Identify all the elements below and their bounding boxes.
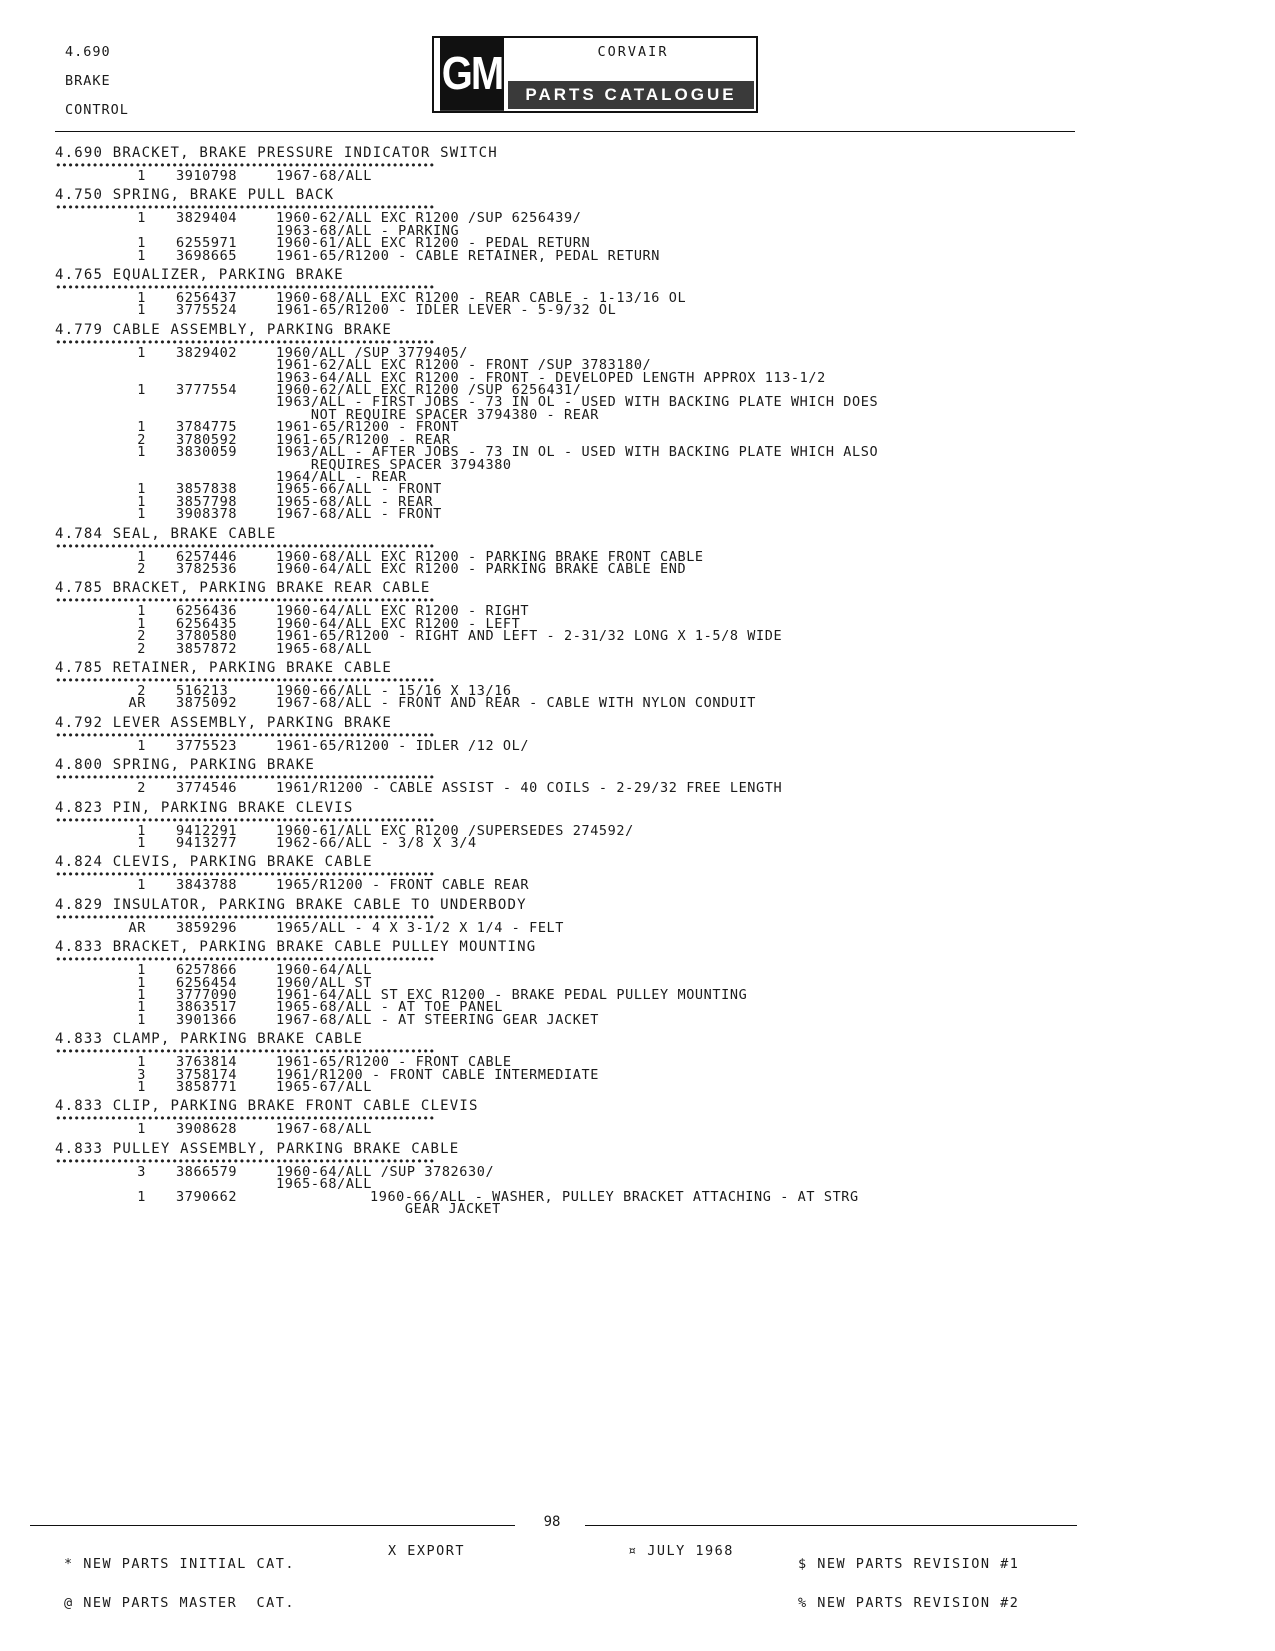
description: GEAR JACKET bbox=[370, 1201, 501, 1218]
description: 1967-68/ALL - FRONT bbox=[276, 506, 442, 523]
description: 1965-68/ALL - AT TOE PANEL bbox=[276, 999, 503, 1016]
legend-export: X EXPORT bbox=[388, 1543, 466, 1559]
description: 1960-64/ALL EXC R1200 - LEFT bbox=[276, 615, 521, 632]
description: 1960/ALL /SUP 3779405/ bbox=[276, 344, 469, 361]
description: 1961-65/R1200 - FRONT CABLE bbox=[276, 1054, 512, 1071]
part-number: 516213 bbox=[176, 682, 229, 699]
part-number: 6256436 bbox=[176, 603, 238, 620]
footer-rule-right bbox=[585, 1525, 1077, 1526]
quantity: AR bbox=[128, 695, 146, 712]
group-line-2: CONTROL bbox=[65, 102, 129, 118]
part-number: 3857798 bbox=[176, 493, 238, 510]
quantity: 2 bbox=[137, 640, 146, 657]
description: 1960-64/ALL EXC R1200 - PARKING BRAKE CABLE END bbox=[276, 560, 687, 577]
description: 1965-68/ALL bbox=[276, 1176, 373, 1193]
page-header-left bbox=[65, 38, 129, 125]
parts-section bbox=[55, 321, 1195, 521]
description: 1967-68/ALL bbox=[276, 168, 373, 184]
quantity bbox=[55, 1203, 150, 1215]
leader-dots: •••••••••••••••••••••••••••••••••••••••••••••••••••••••••••••• bbox=[55, 201, 435, 215]
parts-section bbox=[55, 938, 1195, 1026]
quantity: 1 bbox=[137, 1054, 146, 1071]
catalogue-date: ¤ JULY 1968 bbox=[628, 1543, 734, 1559]
part-row bbox=[55, 837, 1195, 849]
section-title: 4.765 EQUALIZER, PARKING BRAKE bbox=[55, 267, 344, 284]
part-number: 3908378 bbox=[176, 506, 238, 523]
legend-right bbox=[798, 1532, 1019, 1623]
part-row bbox=[55, 1011, 1195, 1028]
part-number: 3857838 bbox=[176, 481, 238, 498]
quantity: 1 bbox=[137, 210, 146, 227]
description: 1960-61/ALL EXC R1200 /SUPERSEDES 274592/ bbox=[276, 822, 634, 839]
leader-dots: •••••••••••••••••••••••••••••••••••••••••••••••••••••••••••••• bbox=[55, 910, 435, 924]
description: 1960-64/ALL EXC R1200 - RIGHT bbox=[276, 603, 530, 620]
description: 1967-68/ALL bbox=[276, 1121, 373, 1138]
parts-section bbox=[55, 659, 1195, 710]
part-row bbox=[55, 780, 1195, 797]
part-number: 3758174 bbox=[176, 1066, 238, 1083]
quantity: 1 bbox=[137, 877, 146, 894]
part-number: 3829404 bbox=[176, 210, 238, 227]
parts-section bbox=[55, 266, 1195, 317]
part-row bbox=[55, 302, 1195, 319]
quantity: 1 bbox=[137, 481, 146, 498]
description: 1960-62/ALL EXC R1200 /SUP 6256439/ bbox=[276, 210, 582, 227]
leader-dots: •••••••••••••••••••••••••••••••••••••••••••••••••••••••••••••• bbox=[55, 673, 435, 687]
section-title: 4.824 CLEVIS, PARKING BRAKE CABLE bbox=[55, 854, 373, 871]
part-row bbox=[55, 506, 1195, 523]
quantity: 1 bbox=[137, 962, 146, 979]
part-number: 3780580 bbox=[176, 628, 238, 645]
part-number bbox=[150, 359, 270, 371]
description: 1960-68/ALL EXC R1200 - PARKING BRAKE FRONT CABLE bbox=[276, 548, 704, 565]
part-number bbox=[150, 459, 270, 471]
description: REQUIRES SPACER 3794380 bbox=[276, 456, 512, 473]
part-row bbox=[55, 210, 1195, 227]
quantity: 2 bbox=[137, 560, 146, 577]
description: 1961/R1200 - CABLE ASSIST - 40 COILS - 2-29/32 FREE LENGTH bbox=[276, 780, 783, 797]
description: 1963/ALL - FIRST JOBS - 73 IN OL - USED WITH BACKING PLATE WHICH DOES bbox=[276, 394, 879, 411]
description: 1961-65/R1200 - RIGHT AND LEFT - 2-31/32 LONG X 1-5/8 WIDE bbox=[276, 628, 783, 645]
section-title: 4.833 CLIP, PARKING BRAKE FRONT CABLE CLEVIS bbox=[55, 1098, 479, 1115]
quantity: 2 bbox=[137, 780, 146, 797]
quantity: 1 bbox=[137, 506, 146, 523]
description: 1967-68/ALL - AT STEERING GEAR JACKET bbox=[276, 1011, 599, 1028]
parts-section bbox=[55, 144, 1195, 182]
part-row bbox=[55, 1201, 1195, 1218]
quantity: 1 bbox=[137, 444, 146, 461]
part-number: 3863517 bbox=[176, 999, 238, 1016]
parts-section bbox=[55, 756, 1195, 797]
part-number: 3858771 bbox=[176, 1079, 238, 1096]
parts-section bbox=[55, 186, 1195, 262]
quantity: 1 bbox=[137, 290, 146, 307]
part-row bbox=[55, 695, 1195, 712]
part-number: 6256435 bbox=[176, 615, 238, 632]
part-row bbox=[55, 247, 1195, 264]
quantity: 1 bbox=[137, 1011, 146, 1028]
part-row bbox=[55, 737, 1195, 754]
leader-dots: •••••••••••••••••••••••••••••••••••••••••••••••••••••••••••••• bbox=[55, 159, 435, 172]
part-number: 3775524 bbox=[176, 302, 238, 319]
quantity: 1 bbox=[137, 737, 146, 754]
quantity: 3 bbox=[137, 1163, 146, 1180]
description: 1960-64/ALL /SUP 3782630/ bbox=[276, 1163, 495, 1180]
leader-dots: •••••••••••••••••••••••••••••••••••••••••••••••••••••••••••••• bbox=[55, 281, 435, 295]
part-number: 9412291 bbox=[176, 822, 238, 839]
quantity bbox=[55, 1178, 150, 1190]
quantity bbox=[55, 396, 150, 408]
quantity: 1 bbox=[137, 247, 146, 264]
quantity: 1 bbox=[137, 548, 146, 565]
parts-section bbox=[55, 799, 1195, 850]
description: 1964/ALL - REAR bbox=[276, 468, 407, 485]
quantity: 1 bbox=[137, 493, 146, 510]
description: 1960-66/ALL - 15/16 X 13/16 bbox=[276, 682, 512, 699]
description: 1961-65/R1200 - IDLER LEVER - 5-9/32 OL bbox=[276, 302, 617, 319]
description: 1965-67/ALL bbox=[276, 1079, 373, 1096]
part-number: 3775523 bbox=[176, 737, 238, 754]
quantity: 1 bbox=[137, 419, 146, 436]
quantity bbox=[55, 372, 150, 384]
description: 1960-61/ALL EXC R1200 - PEDAL RETURN bbox=[276, 235, 591, 252]
section-title: 4.833 PULLEY ASSEMBLY, PARKING BRAKE CABLE bbox=[55, 1140, 460, 1157]
description: 1967-68/ALL - FRONT AND REAR - CABLE WITH NYLON CONDUIT bbox=[276, 695, 757, 712]
catalogue-logo bbox=[432, 36, 758, 113]
section-title: 4.833 BRACKET, PARKING BRAKE CABLE PULLEY MOUNTING bbox=[55, 939, 537, 956]
part-number: 3908628 bbox=[176, 1121, 238, 1138]
description: 1961/R1200 - FRONT CABLE INTERMEDIATE bbox=[276, 1066, 599, 1083]
legend-master: @ NEW PARTS MASTER CAT. bbox=[64, 1595, 296, 1611]
description: 1965-68/ALL bbox=[276, 640, 373, 657]
model-name: CORVAIR bbox=[597, 44, 669, 60]
legend-initial: * NEW PARTS INITIAL CAT. bbox=[64, 1556, 296, 1572]
description: 1961-62/ALL EXC R1200 - FRONT /SUP 3783180/ bbox=[276, 357, 652, 374]
section-title: 4.800 SPRING, PARKING BRAKE bbox=[55, 757, 315, 774]
part-row bbox=[55, 444, 1195, 461]
quantity: 1 bbox=[137, 344, 146, 361]
quantity: 1 bbox=[137, 974, 146, 991]
description: 1961-65/R1200 - IDLER /12 OL/ bbox=[276, 737, 530, 754]
part-number: 6256437 bbox=[176, 290, 238, 307]
description: 1960-64/ALL bbox=[276, 962, 373, 979]
section-title: 4.779 CABLE ASSEMBLY, PARKING BRAKE bbox=[55, 321, 393, 338]
leader-dots: •••••••••••••••••••••••••••••••••••••••••••••••••••••••••••••• bbox=[55, 1045, 435, 1059]
parts-section bbox=[55, 714, 1195, 752]
quantity: 1 bbox=[137, 987, 146, 1004]
section-title: 4.823 PIN, PARKING BRAKE CLEVIS bbox=[55, 799, 354, 816]
quantity: 1 bbox=[137, 822, 146, 839]
description: 1963-68/ALL - PARKING bbox=[276, 222, 460, 239]
parts-section bbox=[55, 525, 1195, 576]
description: 1960-66/ALL - WASHER, PULLEY BRACKET ATTACHING - AT STRG bbox=[370, 1188, 859, 1205]
part-row bbox=[55, 640, 1195, 657]
leader-dots: •••••••••••••••••••••••••••••••••••••••••••••••••••••••••••••• bbox=[55, 813, 435, 827]
part-number: 3763814 bbox=[176, 1054, 238, 1071]
quantity bbox=[55, 459, 150, 471]
part-row bbox=[55, 1163, 1195, 1180]
leader-dots: •••••••••••••••••••••••••••••••••••••••••••••••••••••••••••••• bbox=[55, 1112, 435, 1126]
part-number: 3829402 bbox=[176, 344, 238, 361]
quantity: 1 bbox=[137, 1188, 146, 1205]
description: 1963-64/ALL EXC R1200 - FRONT - DEVELOPED LENGTH APPROX 113-1/2 bbox=[276, 369, 826, 386]
footer-rule-left bbox=[30, 1525, 515, 1526]
quantity: 1 bbox=[137, 1121, 146, 1138]
catalogue-title: PARTS CATALOGUE bbox=[508, 81, 754, 109]
parts-list bbox=[55, 140, 1195, 1216]
section-title: 4.792 LEVER ASSEMBLY, PARKING BRAKE bbox=[55, 714, 393, 731]
part-number: 3777090 bbox=[176, 987, 238, 1004]
part-number: 6257866 bbox=[176, 962, 238, 979]
leader-dots: •••••••••••••••••••••••••••••••••••••••••••••••••••••••••••••• bbox=[55, 868, 435, 882]
quantity: 1 bbox=[137, 615, 146, 632]
section-title: 4.829 INSULATOR, PARKING BRAKE CABLE TO UNDERBODY bbox=[55, 896, 527, 913]
part-number: 3782536 bbox=[176, 560, 238, 577]
quantity: 2 bbox=[137, 682, 146, 699]
quantity: 1 bbox=[137, 235, 146, 252]
part-number: 3777554 bbox=[176, 382, 238, 399]
quantity: 1 bbox=[137, 835, 146, 851]
part-number: 3910798 bbox=[176, 168, 238, 184]
part-number: 6257446 bbox=[176, 548, 238, 565]
quantity: 1 bbox=[137, 382, 146, 399]
leader-dots: •••••••••••••••••••••••••••••••••••••••••••••••••••••••••••••• bbox=[55, 771, 435, 785]
quantity: 2 bbox=[137, 628, 146, 645]
part-number: 3780592 bbox=[176, 431, 238, 448]
part-number: 3901366 bbox=[176, 1011, 238, 1028]
part-number: 3843788 bbox=[176, 877, 238, 894]
part-number: 3875092 bbox=[176, 695, 238, 712]
quantity: 3 bbox=[137, 1066, 146, 1083]
quantity bbox=[55, 471, 150, 483]
quantity bbox=[55, 409, 150, 421]
part-row bbox=[55, 394, 1195, 411]
description: 1960-68/ALL EXC R1200 - REAR CABLE - 1-13/16 OL bbox=[276, 290, 687, 307]
leader-dots: •••••••••••••••••••••••••••••••••••••••••••••••••••••••••••••• bbox=[55, 335, 435, 349]
leader-dots: •••••••••••••••••••••••••••••••••••••••••••••••••••••••••••••• bbox=[55, 1154, 435, 1168]
part-row bbox=[55, 1188, 1195, 1205]
part-number: 3830059 bbox=[176, 444, 238, 461]
legend-revision-2: % NEW PARTS REVISION #2 bbox=[798, 1595, 1020, 1611]
part-row bbox=[55, 456, 1195, 473]
part-number: 3784775 bbox=[176, 419, 238, 436]
quantity: 1 bbox=[137, 603, 146, 620]
parts-section bbox=[55, 1030, 1195, 1096]
page-number: 98 bbox=[543, 1514, 561, 1530]
part-number bbox=[150, 1203, 270, 1215]
part-row bbox=[55, 560, 1195, 577]
part-row bbox=[55, 877, 1195, 894]
description: 1962-66/ALL - 3/8 X 3/4 bbox=[276, 835, 477, 851]
parts-section bbox=[55, 896, 1195, 934]
description: 1965/R1200 - FRONT CABLE REAR bbox=[276, 877, 530, 894]
part-number: 3790662 bbox=[176, 1188, 238, 1205]
leader-dots: •••••••••••••••••••••••••••••••••••••••••••••••••••••••••••••• bbox=[55, 728, 435, 742]
quantity bbox=[55, 225, 150, 237]
legend-left bbox=[64, 1532, 295, 1623]
group-line-1: BRAKE bbox=[65, 73, 111, 89]
description: NOT REQUIRE SPACER 3794380 - REAR bbox=[276, 406, 599, 423]
header-rule bbox=[55, 131, 1075, 132]
part-row bbox=[55, 1121, 1195, 1138]
quantity: 1 bbox=[137, 999, 146, 1016]
leader-dots: •••••••••••••••••••••••••••••••••••••••••••••••••••••••••••••• bbox=[55, 539, 435, 553]
description: 1961-65/R1200 - CABLE RETAINER, PEDAL RETURN bbox=[276, 247, 661, 264]
part-number: 3859296 bbox=[176, 919, 238, 936]
description: 1965/ALL - 4 X 3-1/2 X 1/4 - FELT bbox=[276, 919, 565, 936]
section-title: 4.750 SPRING, BRAKE PULL BACK bbox=[55, 187, 335, 204]
section-title: 4.785 BRACKET, PARKING BRAKE REAR CABLE bbox=[55, 580, 431, 597]
section-title: 4.833 CLAMP, PARKING BRAKE CABLE bbox=[55, 1031, 364, 1048]
section-title: 4.784 SEAL, BRAKE CABLE bbox=[55, 525, 277, 542]
section-title: 4.785 RETAINER, PARKING BRAKE CABLE bbox=[55, 659, 393, 676]
description: 1965-66/ALL - FRONT bbox=[276, 481, 442, 498]
part-number: 6255971 bbox=[176, 235, 238, 252]
parts-section bbox=[55, 853, 1195, 894]
part-number: 3774546 bbox=[176, 780, 238, 797]
description: 1961-65/R1200 - REAR bbox=[276, 431, 451, 448]
gm-logo: GM bbox=[440, 37, 504, 111]
parts-section bbox=[55, 1097, 1195, 1138]
part-row bbox=[55, 1079, 1195, 1096]
leader-dots: •••••••••••••••••••••••••••••••••••••••••••••••••••••••••••••• bbox=[55, 594, 435, 608]
part-number: 3698665 bbox=[176, 247, 238, 264]
quantity: AR bbox=[128, 919, 146, 936]
parts-section bbox=[55, 1140, 1195, 1216]
quantity: 2 bbox=[137, 431, 146, 448]
parts-section bbox=[55, 579, 1195, 655]
description: 1963/ALL - AFTER JOBS - 73 IN OL - USED WITH BACKING PLATE WHICH ALSO bbox=[276, 444, 879, 461]
description: 1961-65/R1200 - FRONT bbox=[276, 419, 460, 436]
description: 1965-68/ALL - REAR bbox=[276, 493, 434, 510]
part-number: 6256454 bbox=[176, 974, 238, 991]
description: 1961-64/ALL ST EXC R1200 - BRAKE PEDAL PULLEY MOUNTING bbox=[276, 987, 748, 1004]
part-row bbox=[55, 919, 1195, 936]
part-number: 9413277 bbox=[176, 835, 238, 851]
part-number: 3857872 bbox=[176, 640, 238, 657]
quantity: 1 bbox=[137, 302, 146, 319]
description: 1960/ALL ST bbox=[276, 974, 373, 991]
quantity: 1 bbox=[137, 1079, 146, 1096]
part-number: 3866579 bbox=[176, 1163, 238, 1180]
section-title: 4.690 BRACKET, BRAKE PRESSURE INDICATOR SWITCH bbox=[55, 145, 498, 161]
quantity bbox=[55, 359, 150, 371]
section-number: 4.690 bbox=[65, 44, 111, 60]
part-row bbox=[55, 170, 1195, 182]
leader-dots: •••••••••••••••••••••••••••••••••••••••••••••••••••••••••••••• bbox=[55, 953, 435, 967]
description: 1960-62/ALL EXC R1200 /SUP 6256431/ bbox=[276, 382, 582, 399]
legend-revision-1: $ NEW PARTS REVISION #1 bbox=[798, 1556, 1020, 1572]
part-number bbox=[150, 396, 270, 408]
quantity: 1 bbox=[137, 168, 146, 184]
